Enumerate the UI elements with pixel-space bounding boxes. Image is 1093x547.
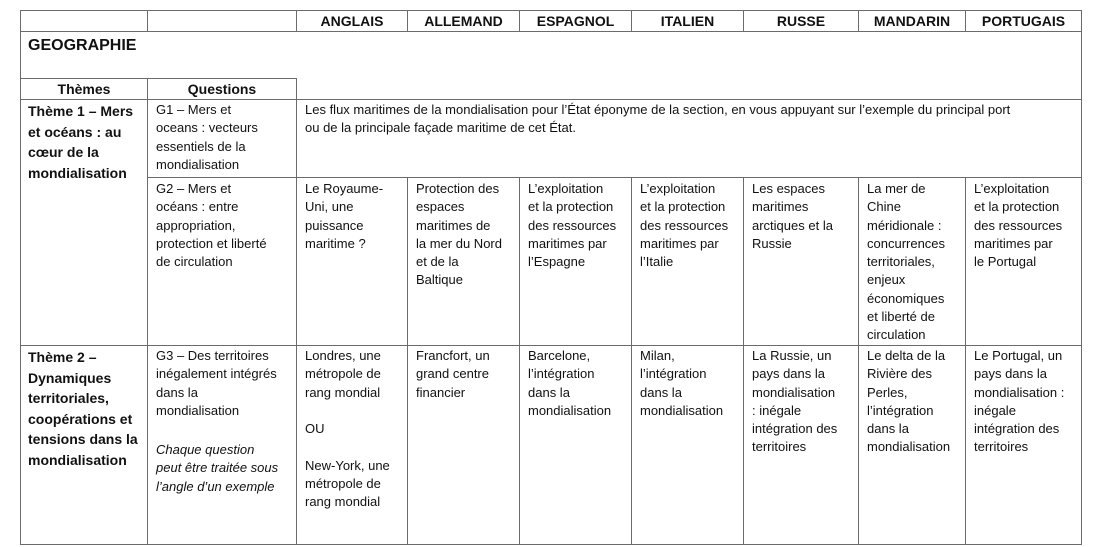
- col-header-allemand: ALLEMAND: [424, 13, 503, 29]
- question-g2: G2 – Mers et océans : entre appropriation, protection et liberté de circulation: [156, 181, 267, 270]
- g2-espagnol: L’exploitation et la protection des ressources maritimes par l’Espagne: [528, 181, 617, 270]
- g2-anglais: Le Royaume- Uni, une puissance maritime ?: [305, 181, 384, 251]
- col-header-mandarin: MANDARIN: [873, 13, 951, 29]
- g3-russe: La Russie, un pays dans la mondialisation : inégale intégration des territoires: [752, 348, 838, 455]
- g3-allemand: Francfort, un grand centre financier: [416, 348, 490, 400]
- g2-allemand: Protection des espaces maritimes de la mer du Nord et de la Baltique: [416, 181, 502, 288]
- g2-portugais: L’exploitation et la protection des ressources maritimes par le Portugal: [974, 181, 1063, 270]
- g3-note: Chaque question peut être traitée sous l’angle d’un exemple: [156, 442, 279, 494]
- questions-header: Questions: [187, 81, 257, 97]
- col-header-anglais: ANGLAIS: [320, 13, 384, 29]
- question-g3: G3 – Des territoires inégalement intégrés dans la mondialisation: [156, 348, 277, 418]
- g2-italien: L’exploitation et la protection des ressources maritimes par l’Italie: [640, 181, 729, 270]
- themes-header: Thèmes: [57, 81, 111, 97]
- theme-2-label: Thème 2 – Dynamiques territoriales, coopérations et tensions dans la mondialisation: [28, 349, 138, 468]
- question-g1: G1 – Mers et oceans : vecteurs essentiels de la mondialisation: [156, 102, 258, 172]
- g3-italien: Milan, l’intégration dans la mondialisation: [640, 348, 724, 418]
- col-header-espagnol: ESPAGNOL: [536, 13, 615, 29]
- g3-mandarin: Le delta de la Rivière des Perles, l’intégration dans la mondialisation: [867, 348, 951, 455]
- theme-1-label: Thème 1 – Mers et océans : au cœur de la mondialisation: [28, 103, 134, 181]
- col-header-russe: RUSSE: [776, 13, 826, 29]
- g2-mandarin: La mer de Chine méridionale : concurrences territoriales, enjeux économiques et liberté de circulation: [867, 181, 946, 343]
- g3-anglais: Londres, une métropole de rang mondial OU New-York, une métropole de rang mondial: [305, 348, 390, 510]
- col-header-portugais: PORTUGAIS: [981, 13, 1066, 29]
- g3-espagnol: Barcelone, l’intégration dans la mondialisation: [528, 348, 612, 418]
- col-header-italien: ITALIEN: [660, 13, 715, 29]
- g2-russe: Les espaces maritimes arctiques et la Russie: [752, 181, 833, 251]
- section-title: GEOGRAPHIE: [28, 37, 137, 54]
- g1-common-text: Les flux maritimes de la mondialisation pour l’État éponyme de la section, en vous appuyant sur l’exemple du principal port ou de la principale façade maritime de cet État.: [305, 102, 1011, 136]
- g3-portugais: Le Portugal, un pays dans la mondialisation : inégale intégration des territoires: [974, 348, 1065, 455]
